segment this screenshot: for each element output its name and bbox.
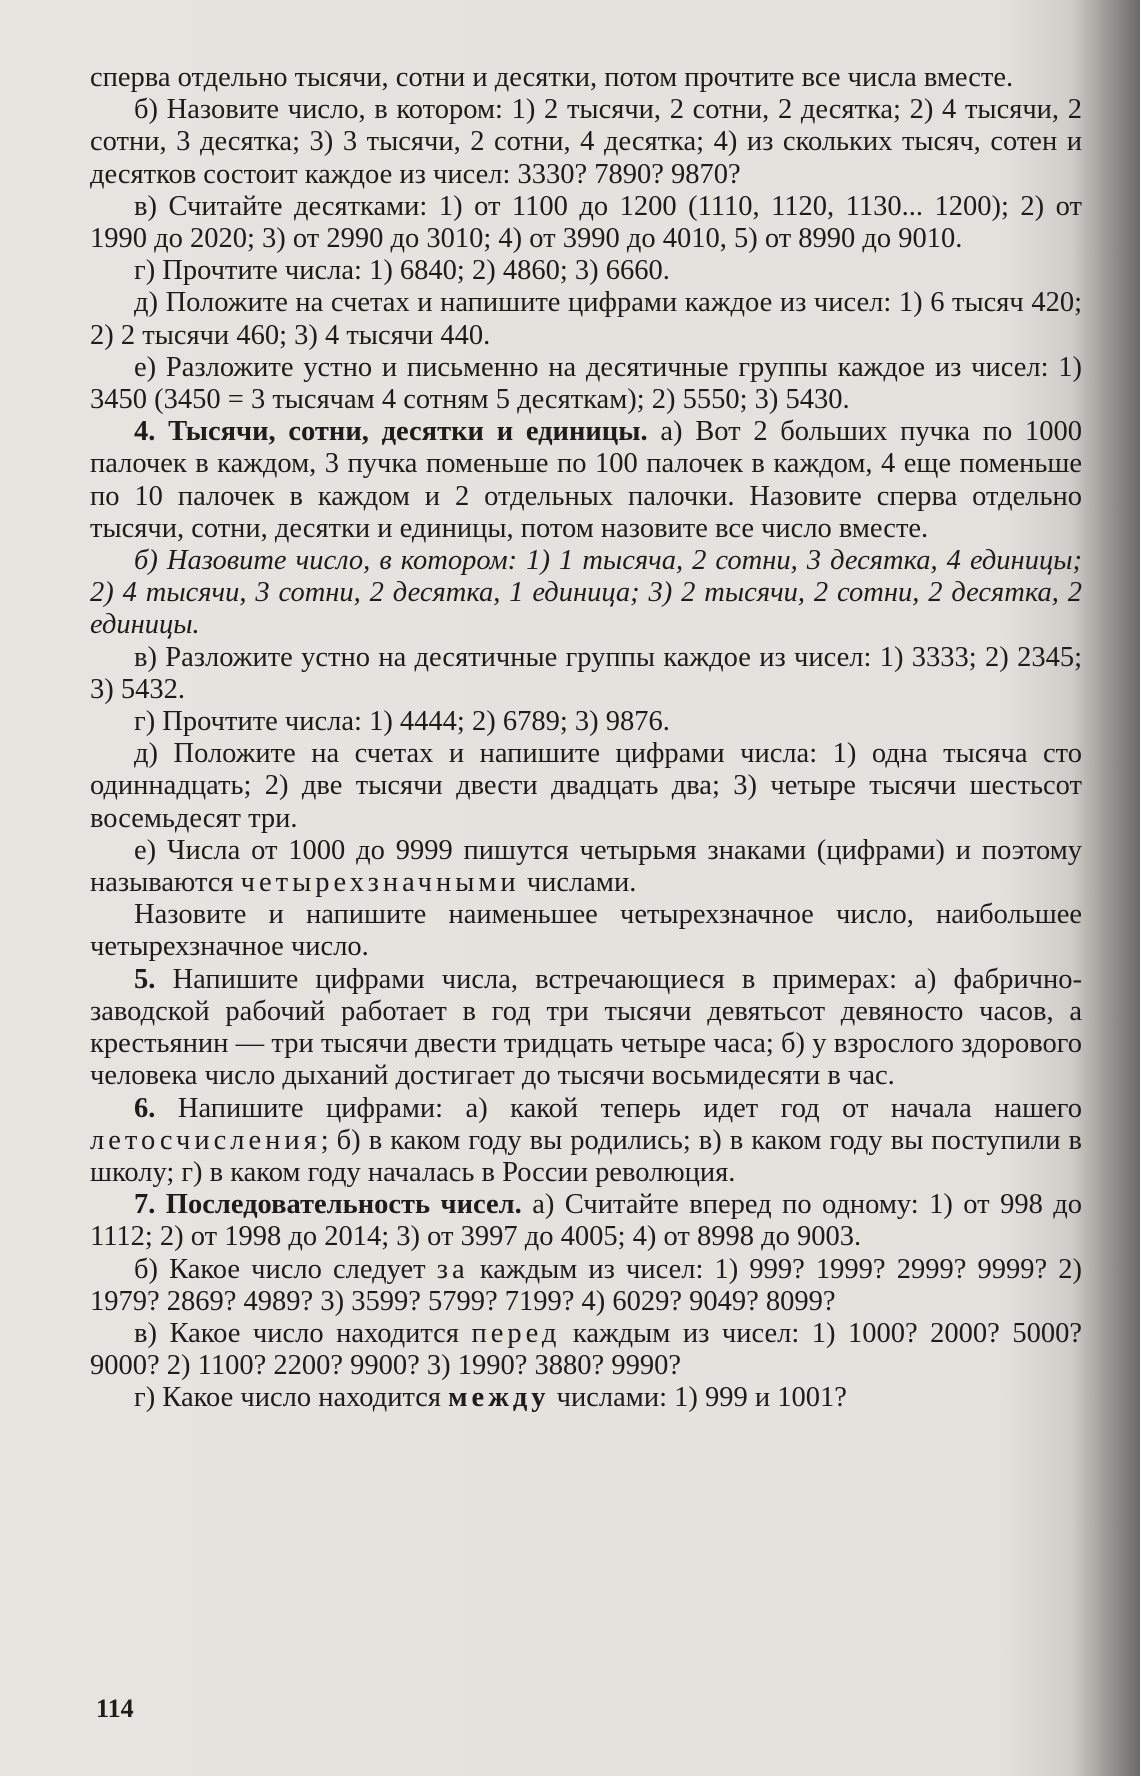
paragraph-17: [90, 1318, 1082, 1382]
paragraph-text: сперва отдельно тысячи, сотни и десятки, потом прочтите все числа вместе.: [90, 62, 1014, 93]
paragraph-text: б) Какое число следует: [134, 1253, 437, 1285]
paragraph-text: числами: 1) 999 и 1001?: [549, 1382, 847, 1414]
section-heading: 7. Последовательность чисел.: [134, 1189, 522, 1221]
paragraph-7: [90, 545, 1082, 642]
section-heading: 6.: [134, 1092, 156, 1124]
page-body: [90, 62, 1082, 1415]
paragraph-text: е) Разложите устно и письменно на десятичные группы каждое из чисел: 1) 3450 (3450 = 3 тысячам 4 сотням 5 десяткам); 2) 5550; 3) 5430.: [90, 351, 1082, 416]
section-heading: 5.: [134, 963, 156, 995]
paragraph-text: г) Какое число находится: [134, 1382, 449, 1414]
paragraph-6: [90, 416, 1082, 545]
section-heading: 4. Тысячи, сотни, десятки и единицы.: [134, 416, 648, 448]
paragraph-0: [90, 62, 1082, 94]
paragraph-text: г) Прочтите числа: 1) 4444; 2) 6789; 3) 9876.: [134, 706, 670, 738]
paragraph-text: г) Прочтите числа: 1) 6840; 2) 4860; 3) 6660.: [134, 255, 670, 287]
paragraph-10: [90, 738, 1082, 835]
paragraph-2: [90, 191, 1082, 255]
paragraph-18: [90, 1382, 1082, 1414]
paragraph-text: ; б) в каком году вы родились; в) в каком году вы поступили в школу; г) в каком году началась в России революция.: [90, 1124, 1082, 1188]
paragraph-text: Назовите и напишите наименьшее четырехзначное число, наибольшее четырехзначное число.: [90, 899, 1082, 963]
paragraph-13: [90, 964, 1082, 1093]
paragraph-3: [90, 255, 1082, 287]
paragraph-text: а) Вот 2 больших пучка по 1000 палочек в каждом, 3 пучка поменьше по 100 палочек в каждом, 4 еще поменьше по 10 палочек в каждом и 2 отдельных палочки. Назовите сперва отдельно тысячи, сотни, десятки и единицы, потом назовите все число вместе.: [90, 416, 1082, 544]
paragraph-5: [90, 352, 1082, 416]
spaced-term: четырехзначными: [240, 867, 520, 899]
paragraph-text: б) Назовите число, в котором: 1) 1 тысяча, 2 сотни, 3 десятка, 4 единицы; 2) 4 тысячи, 3 сотни, 2 десятка, 1 единица; 3) 2 тысячи, 2 сотни, 2 десятка, 2 единицы.: [90, 545, 1082, 641]
paragraph-text: Напишите цифрами: а) какой теперь идет год от начала нашего: [155, 1092, 1082, 1124]
spaced-term: летосчисления: [90, 1124, 321, 1156]
paragraph-text: числами.: [519, 867, 637, 899]
paragraph-text: б) Назовите число, в котором: 1) 2 тысячи, 2 сотни, 2 десятка; 2) 4 тысячи, 2 сотни, 3 десятка; 3) 3 тысячи, 2 сотни, 4 десятка; 4) из скольких тысяч, сотен и десятков состоит каждое из чисел: 3330? 7890? 9870?: [90, 94, 1082, 190]
paragraph-text: каждым из чисел: 1) 1000? 2000? 5000? 9000? 2) 1100? 2200? 9900? 3) 1990? 3880? 9990?: [90, 1317, 1082, 1382]
paragraph-text: д) Положите на счетах и напишите цифрами числа: 1) одна тысяча сто одиннадцать; 2) две тысячи двести двадцать два; 3) четыре тысячи шестьсот восемьдесят три.: [90, 738, 1082, 834]
paragraph-text: е) Числа от 1000 до 9999 пишутся четырьмя знаками (цифрами) и поэтому называются: [90, 834, 1082, 899]
paragraph-1: [90, 94, 1082, 191]
spaced-term: перед: [471, 1317, 561, 1349]
paragraph-text: в) Какое число находится: [134, 1317, 472, 1349]
spaced-term: за: [436, 1253, 469, 1285]
paragraph-8: [90, 642, 1082, 706]
paragraph-9: [90, 706, 1082, 738]
paragraph-14: [90, 1093, 1082, 1190]
paragraph-11: [90, 835, 1082, 899]
paragraph-text: в) Разложите устно на десятичные группы каждое из чисел: 1) 3333; 2) 2345; 3) 5432.: [90, 641, 1082, 705]
page-number: 114: [96, 1694, 134, 1723]
paragraph-text: д) Положите на счетах и напишите цифрами каждое из чисел: 1) 6 тысяч 420; 2) 2 тысячи 460; 3) 4 тысячи 440.: [90, 287, 1082, 351]
paragraph-4: [90, 287, 1082, 351]
paragraph-text: каждым из чисел: 1) 999? 1999? 2999? 9999? 2) 1979? 2869? 4989? 3) 3599? 5799? 7199? 4) 6029? 9049? 8099?: [90, 1253, 1082, 1317]
paragraph-15: [90, 1189, 1082, 1253]
paragraph-16: [90, 1254, 1082, 1318]
paragraph-12: [90, 899, 1082, 963]
paragraph-text: в) Считайте десятками: 1) от 1100 до 1200 (1110, 1120, 1130... 1200); 2) от 1990 до 2020; 3) от 2990 до 3010; 4) от 3990 до 4010, 5) от 8990 до 9010.: [90, 190, 1082, 255]
paragraph-text: Напишите цифрами числа, встречающиеся в примерах: а) фабрично-заводской рабочий работает в год три тысячи девятьсот девяносто часов, а крестьянин — три тысячи двести тридцать четыре часа; б) у взрослого здорового человека число дыханий достигает до тысячи восьмидесяти в час.: [90, 963, 1082, 1092]
spaced-term: между: [448, 1382, 550, 1414]
paragraph-text: а) Считайте вперед по одному: 1) от 998 до 1112; 2) от 1998 до 2014; 3) от 3997 до 4005; 4) от 8998 до 9003.: [90, 1189, 1082, 1253]
